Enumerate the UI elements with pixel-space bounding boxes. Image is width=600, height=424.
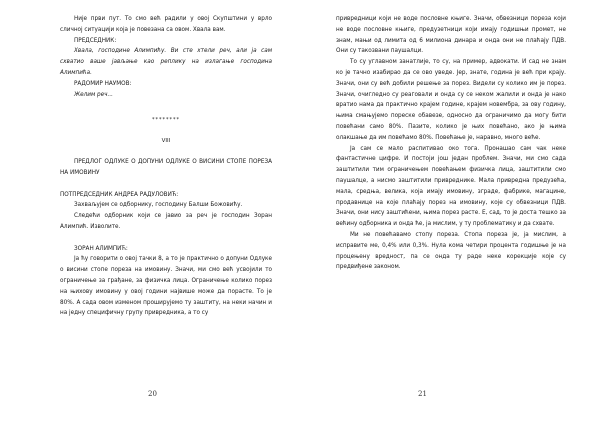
paragraph: ПРЕДСЕДНИК: <box>74 37 117 44</box>
separator-stars: ******** <box>152 117 180 124</box>
section-number: VIII <box>161 138 171 145</box>
paragraph: ПОТПРЕДСЕДНИК АНДРЕА РАДУЛОВИЋ: <box>60 191 179 198</box>
paragraph: Није први пут. То смо већ радили у овој Скупштини у врло сличној ситуацији која је повезана са овом. Хвала вам. <box>60 16 272 33</box>
paragraph: РАДОМИР НАУМОВ: <box>74 80 132 87</box>
left-page-body <box>60 14 272 319</box>
paragraph: Ја сам се мало распитивао око тога. Пронашао сам чак неке фантастичне цифре. И постоји још један проблем. Значи, ми смо сада заштитили тим ограничењем повећањем физичка лица, заштитили смо паушалце, а нисмо заштитили привреднике. Мала привредна предузећа, мала, средња, велика, која имају имовину, зграде, фабрике, магацине, продавнице на које плаћају порез на имовину, које су обвезници ПДВ. Значи, они нису заштићени, њима порез расте. Е, сад, то је доста тешко за већину одборника и онда ће, ја мислим, у ту проблематику и да схвате. <box>336 145 566 228</box>
right-page <box>300 0 600 424</box>
paragraph: ЗОРАН АЛИМПИЋ: <box>74 245 128 252</box>
paragraph: Желим реч... <box>74 91 113 98</box>
paragraph: Ја ћу говорити о овој тачки 8, а то је практично о допуни Одлуке о висини стопе пореза на имовину. Значи, ми смо већ усвојили то ограничење за грађане, за физичка лица. Ограничење колико порез на њихову имовину у овој години највише може да порасте. То је 80%. А сада овом изменом проширујемо ту заштиту, на неки начин и на једну специфичну групу привредника, а то су <box>60 256 272 317</box>
page-number: 21 <box>418 390 427 398</box>
right-page-body <box>336 14 566 273</box>
page-number: 20 <box>148 390 157 398</box>
paragraph: привредници који не воде пословне књиге. Значи, обвезници пореза који не воде пословне књиге, предузетници који имају годишњи промет, не знам, мањи од лимита од 6 милиона динара и онда они не плаћају ПДВ. Они су такозвани паушалци. <box>336 16 566 55</box>
paragraph: То су углавном занатлије, то су, на пример, адвокати. И сад не знам ко је тачно изабирао да се ово уведе. Јер, знате, година је већ при крају. Значи, они су већ добили решење за порез. Видели су колико им је порез. Значи, очигледно су реаговали и онда су се неком жалили и онда је нако вратио нама да практично крајем године, крајем новембра, за ову годину, њима смањујемо пореске обавезе, односно да ограничимо да могу бити повећани само 80%. Пазите, колико је њих повећано, ако је њима олакшање да им повећамо 80%. Повећање је, наравно, много веће. <box>336 59 566 141</box>
paragraph: Ми не повећавамо стопу пореза. Стопа пореза је, ја мислим, а исправите ме, 0,4% или 0,3%. Нула кома четири процента годишње је на процењену вредност, па се онда ту раде неке корекције које су предвиђене законом. <box>336 231 566 271</box>
paragraph: ПРЕДЛОГ ОДЛУКЕ О ДОПУНИ ОДЛУКЕ О ВИСИНИ СТОПЕ ПОРЕЗА НА ИМОВИНУ <box>60 159 272 176</box>
paragraph: Следећи одборник који се јавио за реч је господин Зоран Алимпић. Изволите. <box>60 213 272 230</box>
paragraph: Захваљујем се одборнику, господину Балши Божовићу. <box>74 202 243 209</box>
paragraph: Хвала, господине Алимпићу. Ви сте хтели реч, али ја сам схватио ваше јављање као реплику на излагање господина Алимпића. <box>60 48 272 76</box>
